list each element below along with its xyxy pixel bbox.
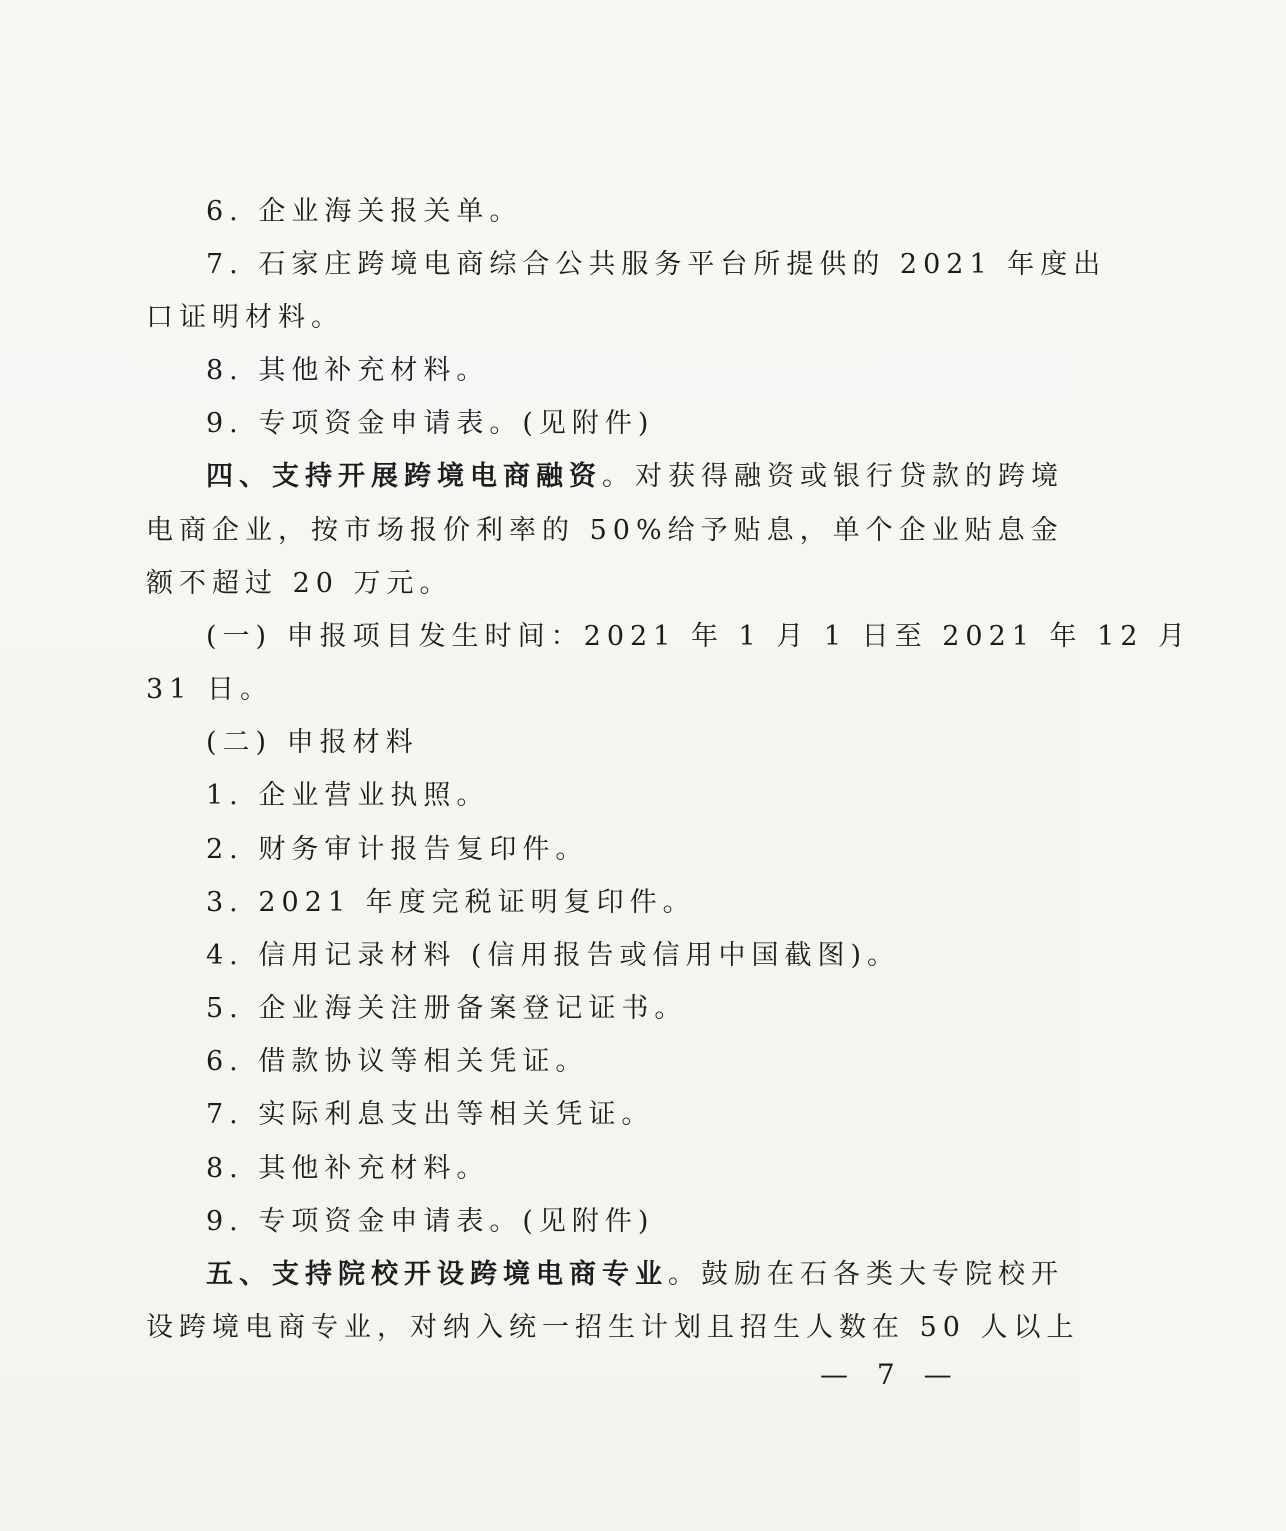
section-heading: 四、支持开展跨境电商融资。对获得融资或银行贷款的跨境 [206,461,1064,492]
list-item: 8. 其他补充材料。 [206,1153,490,1184]
list-item: 5. 企业海关注册备案登记证书。 [206,993,688,1024]
list-item: 4. 信用记录材料 (信用报告或信用中国截图)。 [206,940,900,971]
section-heading: 五、支持院校开设跨境电商专业。鼓励在石各类大专院校开 [206,1259,1064,1290]
list-item: 6. 企业海关报关单。 [206,196,523,227]
page-number: — 7 — [820,1358,962,1391]
list-item: 7. 石家庄跨境电商综合公共服务平台所提供的 2021 年度出 [206,249,1107,280]
list-item: (一) 申报项目发生时间：2021 年 1 月 1 日至 2021 年 12 月 [206,621,1192,652]
list-item: 3. 2021 年度完税证明复印件。 [206,887,696,918]
text-line: 口证明材料。 [146,302,344,333]
text-line: 31 日。 [146,674,273,705]
list-item: 2. 财务审计报告复印件。 [206,834,589,865]
text-line: 电商企业，按市场报价利率的 50%给予贴息，单个企业贴息金 [146,515,1064,546]
section-heading-title: 五、支持院校开设跨境电商专业 [206,1259,668,1290]
list-item: 9. 专项资金申请表。(见附件) [206,1206,655,1237]
section-heading-title: 四、支持开展跨境电商融资 [206,461,602,492]
list-item: 7. 实际利息支出等相关凭证。 [206,1099,655,1130]
list-item: 6. 借款协议等相关凭证。 [206,1046,589,1077]
list-item: (二) 申报材料 [206,727,419,758]
list-item: 9. 专项资金申请表。(见附件) [206,408,655,439]
text-line: 额不超过 20 万元。 [146,568,453,599]
text-line: 设跨境电商专业，对纳入统一招生计划且招生人数在 50 人以上 [146,1312,1080,1343]
list-item: 1. 企业营业执照。 [206,780,490,811]
list-item: 8. 其他补充材料。 [206,355,490,386]
